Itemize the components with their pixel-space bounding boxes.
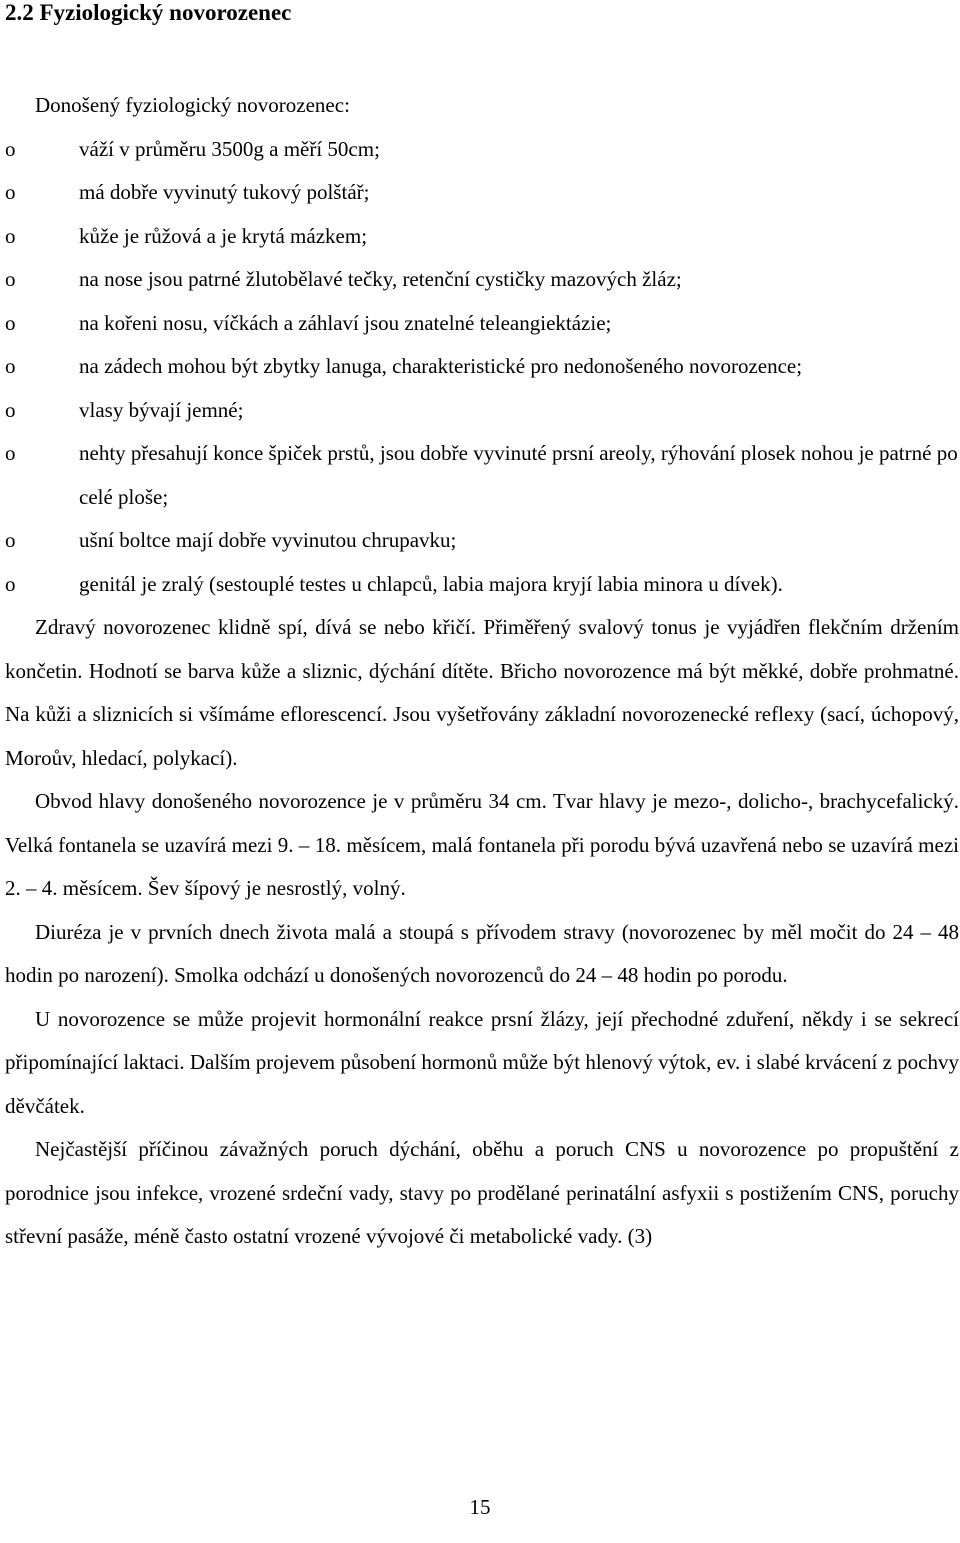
list-item-text: ušní boltce mají dobře vyvinutou chrupavku; xyxy=(79,528,457,552)
bullet-marker: o xyxy=(5,397,16,422)
list-item xyxy=(5,171,959,215)
list-item-text: na kořeni nosu, víčkách a záhlaví jsou znatelné teleangiektázie; xyxy=(79,310,612,335)
list-item xyxy=(5,432,959,519)
bullet-marker: o xyxy=(5,180,16,204)
characteristics-list xyxy=(5,128,959,607)
paragraph-examination: Zdravý novorozenec klidně spí, dívá se nebo křičí. Přiměřený svalový tonus je vyjádřen flekčním držením končetin. Hodnotí se barva kůže a sliznic, dýchání dítěte. Břicho novorozence má být měkké, dobře prohmatné. Na kůži a sliznicích si všímáme eflorescencí. Jsou vyšetřovány základní novorozenecké reflexy (sací, úchopový, Moroův, hledací, polykací). xyxy=(5,615,959,770)
bullet-marker: o xyxy=(5,571,16,596)
list-item-text: kůže je růžová a je krytá mázkem; xyxy=(79,223,368,248)
bullet-marker: o xyxy=(5,223,16,248)
section-heading: 2.2 Fyziologický novorozenec xyxy=(5,0,292,25)
list-item xyxy=(5,389,959,433)
list-item xyxy=(5,519,959,563)
intro-text: Donošený fyziologický novorozenec: xyxy=(35,93,350,117)
paragraph-hormonal: U novorozence se může projevit hormonální reakce prsní žlázy, její přechodné zduření, někdy i se sekrecí připomínající laktaci. Dalším projevem působení hormonů může být hlenový výtok, ev. i slabé krvácení z pochvy děvčátek. xyxy=(5,1006,959,1118)
list-item-text: vlasy bývají jemné; xyxy=(79,397,244,422)
paragraph-disorders: Nejčastější příčinou závažných poruch dýchání, oběhu a poruch CNS u novorozence po propuštění z porodnice jsou infekce, vrozené srdeční vady, stavy po prodělané perinatální asfyxii s postižením CNS, poruchy střevní pasáže, méně často ostatní vrozené vývojové či metabolické vady. (3) xyxy=(5,1137,959,1248)
paragraph-head: Obvod hlavy donošeného novorozence je v průměru 34 cm. Tvar hlavy je mezo-, dolicho-, brachycefalický. Velká fontanela se uzavírá mezi 9. – 18. měsícem, malá fontanela při porodu bývá uzavřená nebo se uzavírá mezi 2. – 4. měsícem. Šev šípový je nesrostlý, volný. xyxy=(5,789,959,900)
list-item-text: má dobře vyvinutý tukový polštář; xyxy=(79,180,370,204)
bullet-marker: o xyxy=(5,354,16,378)
bullet-marker: o xyxy=(5,267,16,291)
list-item xyxy=(5,258,959,302)
bullet-marker: o xyxy=(5,441,16,465)
document-page xyxy=(5,0,959,1259)
list-item xyxy=(5,302,959,346)
list-item xyxy=(5,128,959,172)
bullet-marker: o xyxy=(5,136,16,161)
list-item-text: nehty přesahují konce špiček prstů, jsou dobře vyvinuté prsní areoly, rýhování plosek nohou je patrné po celé ploše; xyxy=(79,441,958,509)
list-item-text: váží v průměru 3500g a měří 50cm; xyxy=(79,136,380,161)
bullet-marker: o xyxy=(5,528,16,552)
list-item xyxy=(5,345,959,389)
list-item xyxy=(5,215,959,259)
list-item-text: na zádech mohou být zbytky lanuga, charakteristické pro nedonošeného novorozence; xyxy=(79,354,803,378)
paragraph-diuresis: Diuréza je v prvních dnech života malá a stoupá s přívodem stravy (novorozenec by měl močit do 24 – 48 hodin po narození). Smolka odchází u donošených novorozenců do 24 – 48 hodin po porodu. xyxy=(5,919,959,987)
page-number: 15 xyxy=(469,1495,491,1519)
list-item-text: na nose jsou patrné žlutobělavé tečky, retenční cystičky mazových žláz; xyxy=(79,267,682,291)
list-item xyxy=(5,563,959,607)
list-item-text: genitál je zralý (sestouplé testes u chlapců, labia majora kryjí labia minora u dívek). xyxy=(79,571,783,596)
bullet-marker: o xyxy=(5,310,16,335)
